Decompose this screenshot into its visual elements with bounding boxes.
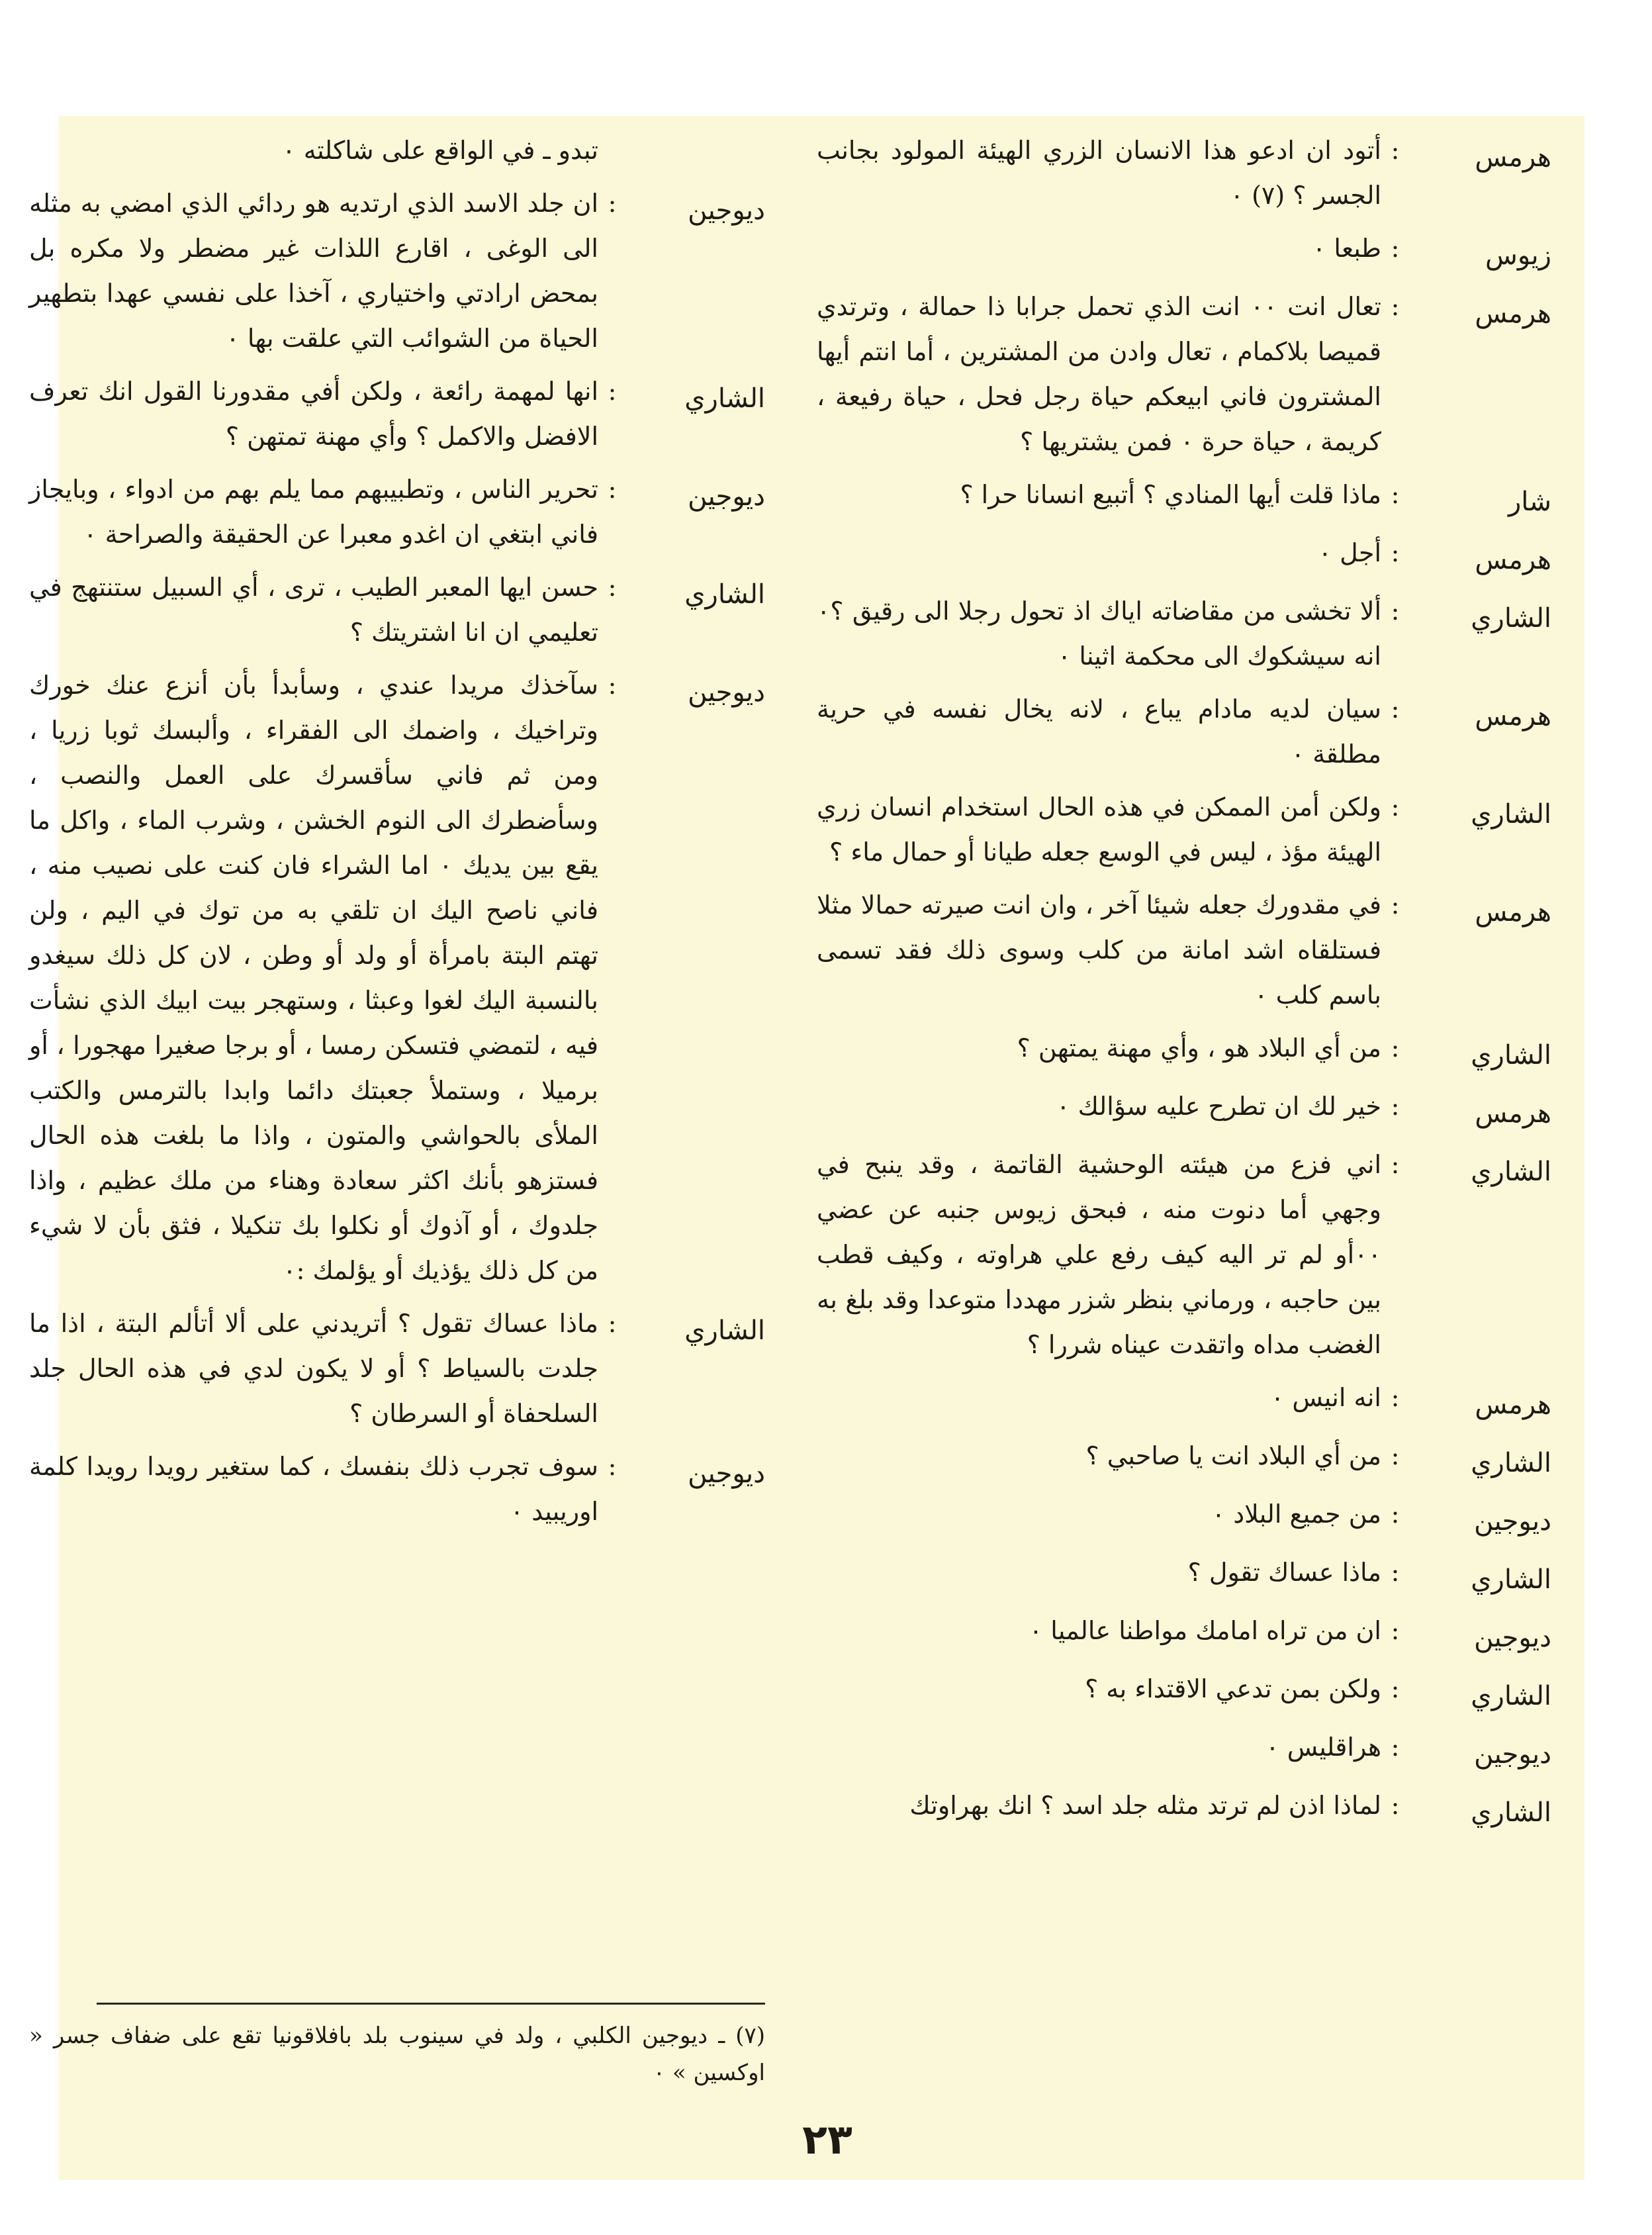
speaker-name: شار	[1508, 487, 1551, 517]
dialogue-text: لماذا اذن لم ترتد مثله جلد اسد ؟ انك بهراوتك	[909, 1791, 1381, 1820]
dialogue-entry	[29, 467, 765, 557]
speaker-colon: :	[1391, 1791, 1400, 1820]
speaker-name: زيوس	[1485, 240, 1551, 271]
dialogue-text: ألا تخشى من مقاضاته اياك اذ تحول رجلا الى رقيق ؟٠ انه سيشكوك الى محكمة اثينا ٠	[817, 596, 1381, 671]
dialogue-entry	[817, 687, 1551, 777]
dialogue-entry	[817, 1725, 1551, 1775]
dialogue-text: من أي البلاد انت يا صاحبي ؟	[1085, 1441, 1381, 1470]
speaker-colon: :	[1391, 1383, 1400, 1412]
speaker-name: ديوجين	[688, 481, 765, 512]
speaker-colon: :	[1391, 480, 1400, 509]
dialogue-text: في مقدورك جعله شيئا آخر ، وان انت صيرته حمالا مثلا فستلقاه اشد امانة من كلب وسوى ذلك فقد تسمى باسم كلب ٠	[817, 890, 1381, 1010]
dialogue-text: سوف تجرب ذلك بنفسك ، كما ستغير رويدا رويدا كلمة اوريبيد ٠	[29, 1452, 598, 1526]
speaker-colon: :	[608, 1309, 617, 1338]
right-column	[817, 128, 1551, 1833]
dialogue-text: ماذا عساك تقول ؟	[1187, 1558, 1381, 1587]
dialogue-entry	[817, 226, 1551, 276]
speaker-colon: :	[1391, 234, 1400, 263]
footnote: (٧) ـ ديوجين الكلبي ، ولد في سينوب بلد بافلاقونيا تقع على ضفاف جسر « اوكسين » ٠	[29, 2022, 765, 2086]
speaker-colon: :	[1391, 1441, 1400, 1470]
left-column	[29, 128, 765, 1534]
dialogue-text: حسن ايها المعبر الطيب ، ترى ، أي السبيل ستنتهج في تعليمي ان انا اشتريتك ؟	[29, 573, 598, 647]
speaker-name: الشاري	[1471, 1448, 1551, 1478]
dialogue-entry	[29, 565, 765, 655]
speaker-colon: :	[1391, 694, 1400, 724]
speaker-colon: :	[608, 1452, 617, 1481]
speaker-name: الشاري	[1471, 603, 1551, 634]
dialogue-entry	[817, 284, 1551, 464]
dialogue-text: ماذا عساك تقول ؟ أتريدني على ألا أتألم البتة ، اذا ما جلدت بالسياط ؟ أو لا يكون لدي في هذه الحال جلد السلحفاة أو السرطان ؟	[29, 1309, 598, 1428]
dialogue-entry	[817, 1608, 1551, 1658]
dialogue-entry	[29, 1301, 765, 1436]
speaker-name: الشاري	[1471, 1040, 1551, 1070]
page-number: ٢٣	[802, 2115, 852, 2164]
speaker-colon: :	[608, 189, 617, 218]
speaker-colon: :	[608, 475, 617, 504]
dialogue-text: اني فزع من هيئته الوحشية القاتمة ، وقد ينبح في وجهي أما دنوت منه ، فبحق زيوس جنبه عن عضي ٠٠أو لم تر اليه كيف رفع علي هراوته ، وكيف قطب بين حاجبه ، ورماني بنظر شزر مهددا متوعدا وقد بلغ به الغضب مداه واتقدت عيناه شررا ؟	[817, 1150, 1381, 1359]
dialogue-text: خير لك ان تطرح عليه سؤالك ٠	[1056, 1092, 1381, 1121]
speaker-name: الشاري	[684, 383, 765, 414]
dialogue-entry	[817, 1025, 1551, 1076]
speaker-colon: :	[608, 377, 617, 406]
dialogue-entry	[817, 1783, 1551, 1833]
speaker-colon: :	[608, 573, 617, 602]
speaker-colon: :	[1391, 1558, 1400, 1587]
speaker-colon: :	[1391, 292, 1400, 321]
dialogue-entry	[817, 472, 1551, 522]
dialogue-entry	[817, 1492, 1551, 1542]
dialogue-text: ولكن بمن تدعي الاقتداء به ؟	[1085, 1674, 1381, 1703]
speaker-name: هرمس	[1475, 701, 1551, 732]
speaker-colon: :	[1391, 1616, 1400, 1645]
dialogue-text: هراقليس ٠	[1265, 1733, 1381, 1762]
speaker-colon: :	[1391, 136, 1400, 165]
speaker-colon: :	[1391, 596, 1400, 626]
speaker-name: ديوجين	[1474, 1506, 1551, 1537]
dialogue-text: سآخذك مريدا عندي ، وسأبدأ بأن أنزع عنك خورك وتراخيك ، واضمك الى الفقراء ، وألبسك ثوبا زريا ، ومن ثم فاني سأقسرك على العمل والنصب ، وسأضطرك الى النوم الخشن ، وشرب الماء ، واكل ما يقع بين يديك ٠ اما الشراء فان كنت على نصيب منه ، فاني ناصح اليك ان تلقي به من توك في اليم ، ولن تهتم البتة بامرأة أو ولد أو وطن ، لان كل ذلك سيغدو بالنسبة اليك لغوا وعبثا ، وستهجر بيت ابيك الذي نشأت فيه ، لتمضي فتسكن رمسا ، أو برجا صغيرا مهجورا ، أو برميلا ، وستملأ جعبتك دائما وابدا بالترمس والكتب الملأى بالحواشي والمتون ، واذا ما بلغت هذه الحال فستزهو بأنك اكثر سعادة وهناء من ملك عظيم ، واذا جلدوك ، أو آذوك أو نكلوا بك تنكيلا ، فثق بأن لا شيء من كل ذلك يؤذيك أو يؤلمك :٠	[29, 671, 598, 1285]
speaker-name: الشاري	[1471, 1157, 1551, 1187]
speaker-colon: :	[1391, 1499, 1400, 1529]
speaker-name: الشاري	[684, 579, 765, 610]
speaker-name: ديوجين	[688, 1458, 765, 1489]
dialogue-entry	[29, 369, 765, 459]
speaker-name: هرمس	[1475, 897, 1551, 927]
dialogue-text: ولكن أمن الممكن في هذه الحال استخدام انسان زري الهيئة مؤذ ، ليس في الوسع جعله طيانا أو حمال ماء ؟	[817, 792, 1381, 867]
dialogue-text: انه انيس ٠	[1270, 1383, 1381, 1412]
speaker-name: ديوجين	[688, 195, 765, 226]
dialogue-text: تعال انت ٠٠ انت الذي تحمل جرابا ذا حمالة ، وترتدي قميصا بلاكمام ، تعال وادن من المشترين ، أما انتم أيها المشترون فاني ابيعكم حياة رجل فحل ، حياة رفيعة ، كريمة ، حياة حرة ٠ فمن يشتريها ؟	[817, 292, 1381, 456]
speaker-colon: :	[1391, 1033, 1400, 1063]
continuation-text: تبدو ـ في الواقع على شاكلته ٠	[282, 136, 598, 165]
speaker-name: ديوجين	[688, 677, 765, 708]
speaker-colon: :	[1391, 1150, 1400, 1179]
speaker-name: هرمس	[1475, 299, 1551, 329]
dialogue-entry	[817, 1084, 1551, 1134]
dialogue-text: طبعا ٠	[1312, 234, 1381, 263]
dialogue-text: ماذا قلت أيها المنادي ؟ أتبيع انسانا حرا ؟	[960, 480, 1381, 509]
dialogue-entry	[817, 128, 1551, 218]
dialogue-text: تحرير الناس ، وتطبيبهم مما يلم بهم من ادواء ، وبايجاز فاني ابتغي ان اغدو معبرا عن الحقيقة والصراحة ٠	[29, 475, 598, 549]
speaker-colon: :	[608, 671, 617, 700]
dialogue-text: انها لمهمة رائعة ، ولكن أفي مقدورنا القول انك تعرف الافضل والاكمل ؟ وأي مهنة تمتهن ؟	[29, 377, 598, 451]
speaker-name: الشاري	[684, 1315, 765, 1346]
dialogue-text: ان من تراه امامك مواطنا عالميا ٠	[1029, 1616, 1381, 1645]
speaker-name: الشاري	[1471, 799, 1551, 830]
speaker-name: الشاري	[1471, 1564, 1551, 1595]
speaker-colon: :	[1391, 538, 1400, 567]
speaker-colon: :	[1391, 1092, 1400, 1121]
speaker-colon: :	[1391, 1674, 1400, 1703]
speaker-colon: :	[1391, 1733, 1400, 1762]
dialogue-entry	[817, 882, 1551, 1018]
dialogue-text: من جميع البلاد ٠	[1211, 1499, 1381, 1529]
dialogue-text: أجل ٠	[1318, 538, 1381, 567]
dialogue-entry	[817, 1375, 1551, 1425]
speaker-name: هرمس	[1475, 1390, 1551, 1420]
dialogue-text: ان جلد الاسد الذي ارتديه هو ردائي الذي امضي به مثله الى الوغى ، اقارع اللذات غير مضطر ولا مكره بل بمحض ارادتي واختياري ، آخذا على نفسي عهدا بتطهير الحياة من الشوائب التي علقت بها ٠	[29, 189, 598, 353]
speaker-colon: :	[1391, 792, 1400, 822]
speaker-name: هرمس	[1475, 1098, 1551, 1129]
dialogue-text: من أي البلاد هو ، وأي مهنة يمتهن ؟	[1017, 1033, 1381, 1063]
footnote-rule	[97, 2003, 765, 2005]
dialogue-text: أتود ان ادعو هذا الانسان الزري الهيئة المولود بجانب الجسر ؟ (٧) ٠	[817, 136, 1381, 210]
dialogue-text: سيان لديه مادام يباع ، لانه يخال نفسه في حرية مطلقة ٠	[817, 694, 1381, 769]
dialogue-continuation	[29, 128, 765, 173]
dialogue-entry	[29, 1444, 765, 1534]
dialogue-entry	[817, 530, 1551, 581]
book-page	[29, 116, 1584, 2180]
dialogue-entry	[817, 589, 1551, 679]
dialogue-entry	[817, 785, 1551, 875]
dialogue-entry	[29, 181, 765, 361]
speaker-name: هرمس	[1475, 545, 1551, 575]
dialogue-entry	[817, 1142, 1551, 1367]
speaker-name: هرمس	[1475, 142, 1551, 173]
speaker-name: ديوجين	[1474, 1623, 1551, 1653]
speaker-colon: :	[1391, 890, 1400, 920]
speaker-name: ديوجين	[1474, 1739, 1551, 1770]
dialogue-entry	[817, 1550, 1551, 1600]
dialogue-entry	[29, 663, 765, 1293]
dialogue-entry	[817, 1433, 1551, 1484]
speaker-name: الشاري	[1471, 1797, 1551, 1828]
speaker-name: الشاري	[1471, 1681, 1551, 1711]
dialogue-entry	[817, 1666, 1551, 1717]
